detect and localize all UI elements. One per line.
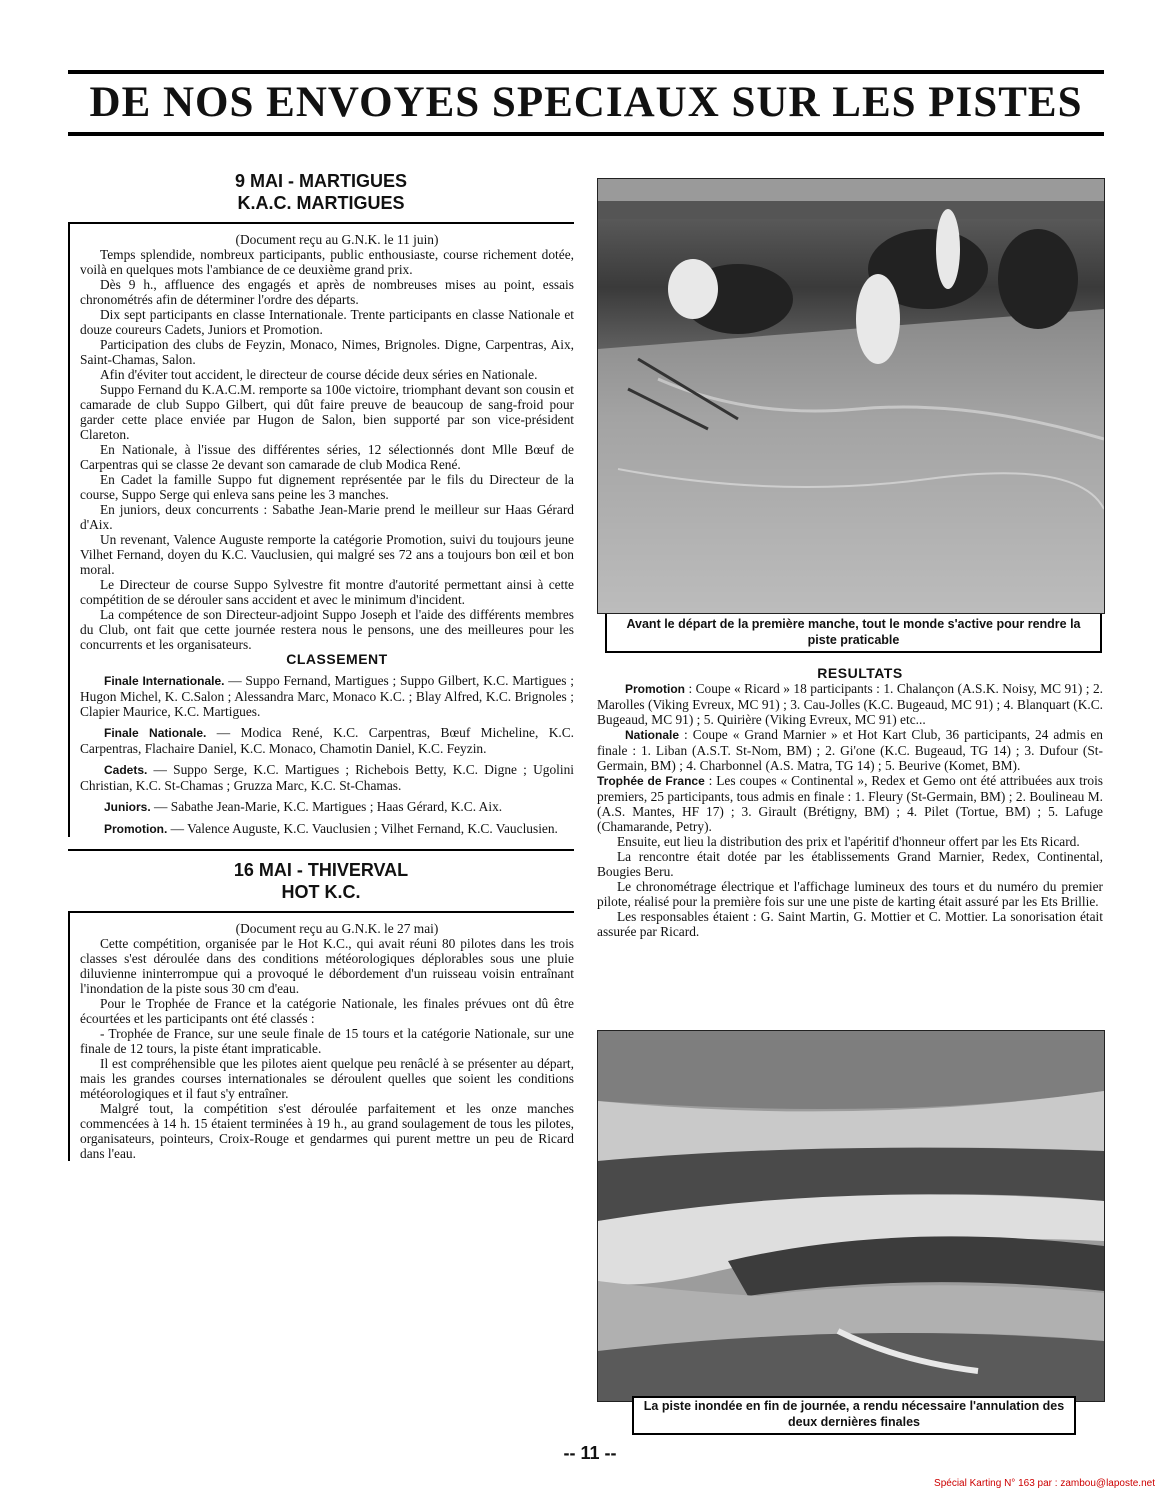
article-2-body (68, 911, 574, 1161)
classement-entry (80, 762, 574, 793)
resultats-heading: RESULTATS (817, 665, 903, 681)
article-1-paragraph: Dès 9 h., affluence des engagés et après de nombreuses mises au point, essais chronométrés afin de déterminer l'ordre des départs. (80, 277, 574, 307)
article-1-body (68, 222, 574, 837)
classement-label: Promotion. (104, 822, 168, 836)
photo-track-cleanup-image (598, 179, 1104, 613)
article-1-paragraph: Participation des clubs de Feyzin, Monaco, Nimes, Brignoles. Digne, Carpentras, Aix, Saint-Chamas, Salon. (80, 337, 574, 367)
resultats-paragraph: Le chronométrage électrique et l'affichage lumineux des tours et du numéro du premier pilote, réalisé pour la première fois sur une une piste de karting était assuré par les Ets Brillie. (597, 879, 1103, 909)
resultat-text: : Coupe « Ricard » 18 participants : 1. Chalançon (A.S.K. Noisy, MC 91) ; 2. Marolles (Viking Evreux, MC 91) ; 3. Cau-Jolles (K.C. Bugeaud, MC 91) ; 4. Blanquart (K.C. Bugeaud, MC 91) ; 5. Quirière (Viking Evreux, MC 91) etc... (597, 681, 1103, 727)
article-2-title-line1: 16 MAI - THIVERVAL (233, 860, 409, 880)
article-2-paragraph: Il est compréhensible que les pilotes aient quelque peu renâclé à se présenter au départ, mais les grandes courses internationales se déroulent quelles que soient les conditions météorologiques et il faut s'y entraîner. (80, 1056, 574, 1101)
page-number: -- 11 -- (563, 1443, 617, 1463)
classement-entry (80, 799, 574, 815)
classement-label: Finale Nationale. (104, 726, 207, 740)
header-rule-bottom (68, 132, 1104, 136)
classement-text: — Modica René, K.C. Carpentras, Bœuf Micheline, K.C. Carpentras, Flachaire Daniel, K.C. Monaco, Chamotin Daniel, K.C. Feyzin. (80, 725, 574, 756)
resultats-paragraph: Les responsables étaient : G. Saint Martin, G. Mottier et C. Mottier. La sonorisation était assurée par Ricard. (597, 909, 1103, 939)
article-2-doc-note: (Document reçu au G.N.K. le 27 mai) (235, 921, 439, 936)
photo-flooded-track (597, 1030, 1105, 1402)
photo-flooded-track-caption: La piste inondée en fin de journée, a rendu nécessaire l'annulation des deux dernières finales (632, 1396, 1076, 1435)
classement-label: Finale Internationale. (104, 674, 225, 688)
article-2-title-line2: HOT K.C. (281, 882, 361, 902)
photo-track-cleanup-caption: Avant le départ de la première manche, tout le monde s'active pour rendre la piste praticable (605, 614, 1102, 653)
resultats-paragraph: Ensuite, eut lieu la distribution des prix et l'apéritif d'honneur offert par les Ets Ricard. (617, 834, 1080, 849)
article-1-paragraph: En juniors, deux concurrents : Sabathe Jean-Marie prend le meilleur sur Haas Gérard d'Aix. (80, 502, 574, 532)
article-1-paragraph: Suppo Fernand du K.A.C.M. remporte sa 100e victoire, triomphant devant son cousin et camarade de club Suppo Gilbert, qui dût faire preuve de beaucoup de sang-froid pour garder cette place enviée par Hugon de Salon, bien supporté par son vice-président Clareton. (80, 382, 574, 442)
classement-entry (80, 673, 574, 719)
classement-entry (80, 725, 574, 756)
classement-list (80, 673, 574, 837)
resultat-entry (597, 681, 1103, 727)
article-1-paragraph: Un revenant, Valence Auguste remporte la catégorie Promotion, suivi du toujours jeune Vilhet Fernand, doyen du K.C. Vauclusien, qui malgré ses 72 ans a toujours bon œil et bon moral. (80, 532, 574, 577)
article-1-paragraph: Le Directeur de course Suppo Sylvestre fit montre d'autorité permettant ainsi à cette compétition de se dérouler sans accident et avec le minimum d'incident. (80, 577, 574, 607)
classement-heading: CLASSEMENT (286, 651, 388, 667)
article-1-paragraph: Dix sept participants en classe Internationale. Trente participants en classe Nationale et douze coureurs Cadets, Juniors et Promotion. (80, 307, 574, 337)
left-column (68, 170, 574, 1161)
resultat-text: : Les coupes « Continental », Redex et Gemo ont été attribuées aux trois premiers, 25 participants, tous admis en finale : 1. Fleury (St-Germain, BM) ; 2. Boulineau M. (A.S. Mantes, HF 17) ; 3. Girault (Brétigny, BM) ; 4. Pilet (Tortue, BM) ; 5. Lafuge (Chamarande, Petry). (597, 773, 1103, 834)
resultat-entry (597, 727, 1103, 773)
article-1-paragraph: La compétence de son Directeur-adjoint Suppo Joseph et l'aide des différents membres du Club, ont fait que cette journée restera nous le pensons, une des meilleures pour les concurrents et les organisateurs. (80, 607, 574, 652)
classement-label: Cadets. (104, 763, 148, 777)
classement-text: — Valence Auguste, K.C. Vauclusien ; Vilhet Fernand, K.C. Vauclusien. (167, 821, 558, 836)
article-2 (68, 849, 574, 1161)
classement-text: — Suppo Serge, K.C. Martigues ; Richebois Betty, K.C. Digne ; Ugolini Christian, K.C. St-Chamas ; Gruzza Marc, K.C. St-Chamas. (80, 762, 574, 793)
article-1-paragraph: Afin d'éviter tout accident, le directeur de course décide deux séries en Nationale. (100, 367, 538, 382)
resultat-text: : Coupe « Grand Marnier » et Hot Kart Club, 36 participants, 24 admis en finale : 1. Liban (A.S.T. St-Nom, BM) ; 2. Gi'one (K.C. Bugeaud, TG 14) ; 3. Dufour (St-Germain, BM) ; 4. Charbonnel (A.S. Matra, TG 14) ; 5. Beurive (Komet, BM). (597, 727, 1103, 773)
page-headline: DE NOS ENVOYES SPECIAUX SUR LES PISTES (89, 79, 1083, 126)
right-column (597, 666, 1103, 939)
article-2-paragraph: Malgré tout, la compétition s'est déroulée parfaitement et les onze manches commencées à 14 h. 15 étaient terminées à 19 h., au grand soulagement de tous les pilotes, organisateurs, pointeurs, Croix-Rouge et gendarmes qui purent mettre un peu de Ricard dans l'eau. (80, 1101, 574, 1161)
article-1-doc-note: (Document reçu au G.N.K. le 11 juin) (235, 232, 439, 247)
classement-text: — Sabathe Jean-Marie, K.C. Martigues ; Haas Gérard, K.C. Aix. (150, 799, 503, 814)
article-1 (68, 170, 574, 837)
article-1-title-line1: 9 MAI - MARTIGUES (234, 171, 407, 191)
article-2-paragraph: Cette compétition, organisée par le Hot K.C., qui avait réuni 80 pilotes dans les trois classes s'est déroulée dans des conditions météorologiques déplorables sous une pluie diluvienne ininterrompue qui a provoqué le débordement d'un ruisseau voisin entraînant l'inondation de la piste sous 30 cm d'eau. (80, 936, 574, 996)
classement-text: — Suppo Fernand, Martigues ; Suppo Gilbert, K.C. Martigues ; Hugon Michel, K. C.Salon ; Alessandra Marc, Monaco K.C. ; Blay Alfred, K.C. Brignoles ; Clapier Maurice, K.C. Martigues. (80, 673, 574, 719)
classement-entry (80, 821, 574, 837)
resultat-entry (597, 773, 1103, 834)
article-1-paragraph: En Cadet la famille Suppo fut dignement représentée par le fils du Directeur de la course, Suppo Serge qui enleva sans peine les 3 manches. (80, 472, 574, 502)
resultat-label: Trophée de France (597, 774, 705, 788)
photo-flooded-track-image (598, 1031, 1104, 1401)
article-1-paragraph: Temps splendide, nombreux participants, public enthousiaste, course richement dotée, voilà en quelques mots l'ambiance de ce deuxième grand prix. (80, 247, 574, 277)
header-rule-top (68, 70, 1104, 74)
article-2-paragraph: Pour le Trophée de France et la catégorie Nationale, les finales prévues ont dû être écourtées et les participants ont été classés : (80, 996, 574, 1026)
resultats-paragraph: La rencontre était dotée par les établissements Grand Marnier, Redex, Continental, Bougies Beru. (597, 849, 1103, 879)
resultat-label: Promotion (625, 682, 685, 696)
article-2-paragraph: - Trophée de France, sur une seule finale de 15 tours et la catégorie Nationale, sur une finale de 12 tours, la piste étant impraticable. (80, 1026, 574, 1056)
article-1-paragraph: En Nationale, à l'issue des différentes séries, 12 sélectionnés dont Mlle Bœuf de Carpentras qui se classe 2e devant son camarade de club Modica René. (80, 442, 574, 472)
article-1-title-line2: K.A.C. MARTIGUES (237, 193, 405, 213)
footer-credit: Spécial Karting N° 163 par : zambou@laposte.net (934, 1478, 1155, 1489)
photo-track-cleanup (597, 178, 1105, 614)
classement-label: Juniors. (104, 800, 151, 814)
resultat-label: Nationale (625, 728, 680, 742)
